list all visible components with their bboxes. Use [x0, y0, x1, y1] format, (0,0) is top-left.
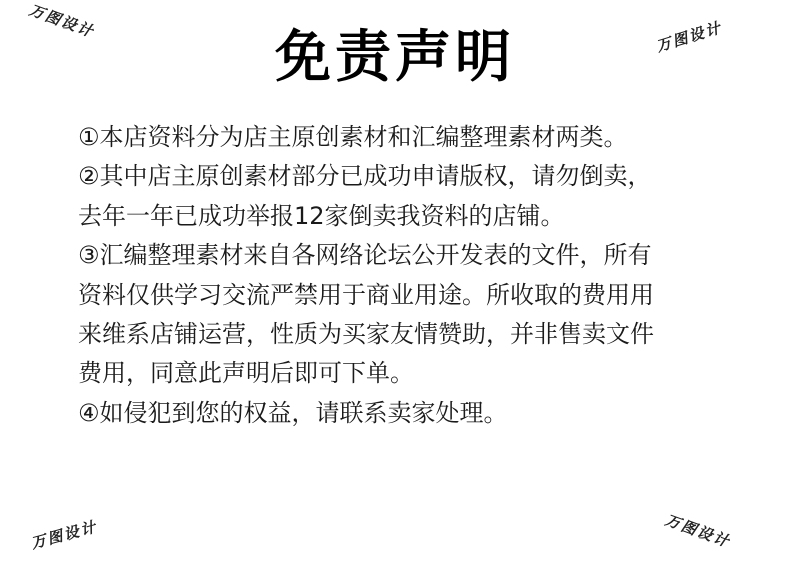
disclaimer-line: ③汇编整理素材来自各网络论坛公开发表的文件，所有: [78, 241, 652, 270]
watermark-top-left: 万图设计: [26, 0, 97, 42]
disclaimer-line: 资料仅供学习交流严禁用于商业用途。所收取的费用用: [78, 280, 654, 309]
disclaimer-body: [78, 118, 738, 433]
watermark-bottom-left: 万图设计: [28, 517, 100, 553]
disclaimer-line: 费用，同意此声明后即可下单。: [78, 359, 414, 388]
disclaimer-line: 去年一年已成功举报12家倒卖我资料的店铺。: [78, 201, 565, 230]
page-title: 免责声明: [275, 25, 515, 90]
disclaimer-line: ②其中店主原创素材部分已成功申请版权，请勿倒卖，: [78, 162, 652, 191]
watermark-top-right: 万图设计: [654, 18, 725, 56]
disclaimer-line: ④如侵犯到您的权益，请联系卖家处理。: [78, 398, 508, 427]
watermark-bottom-right: 万图设计: [662, 510, 733, 552]
disclaimer-line: 来维系店铺运营，性质为买家友情赞助，并非售卖文件: [78, 320, 654, 349]
disclaimer-line: ①本店资料分为店主原创素材和汇编整理素材两类。: [78, 123, 628, 151]
